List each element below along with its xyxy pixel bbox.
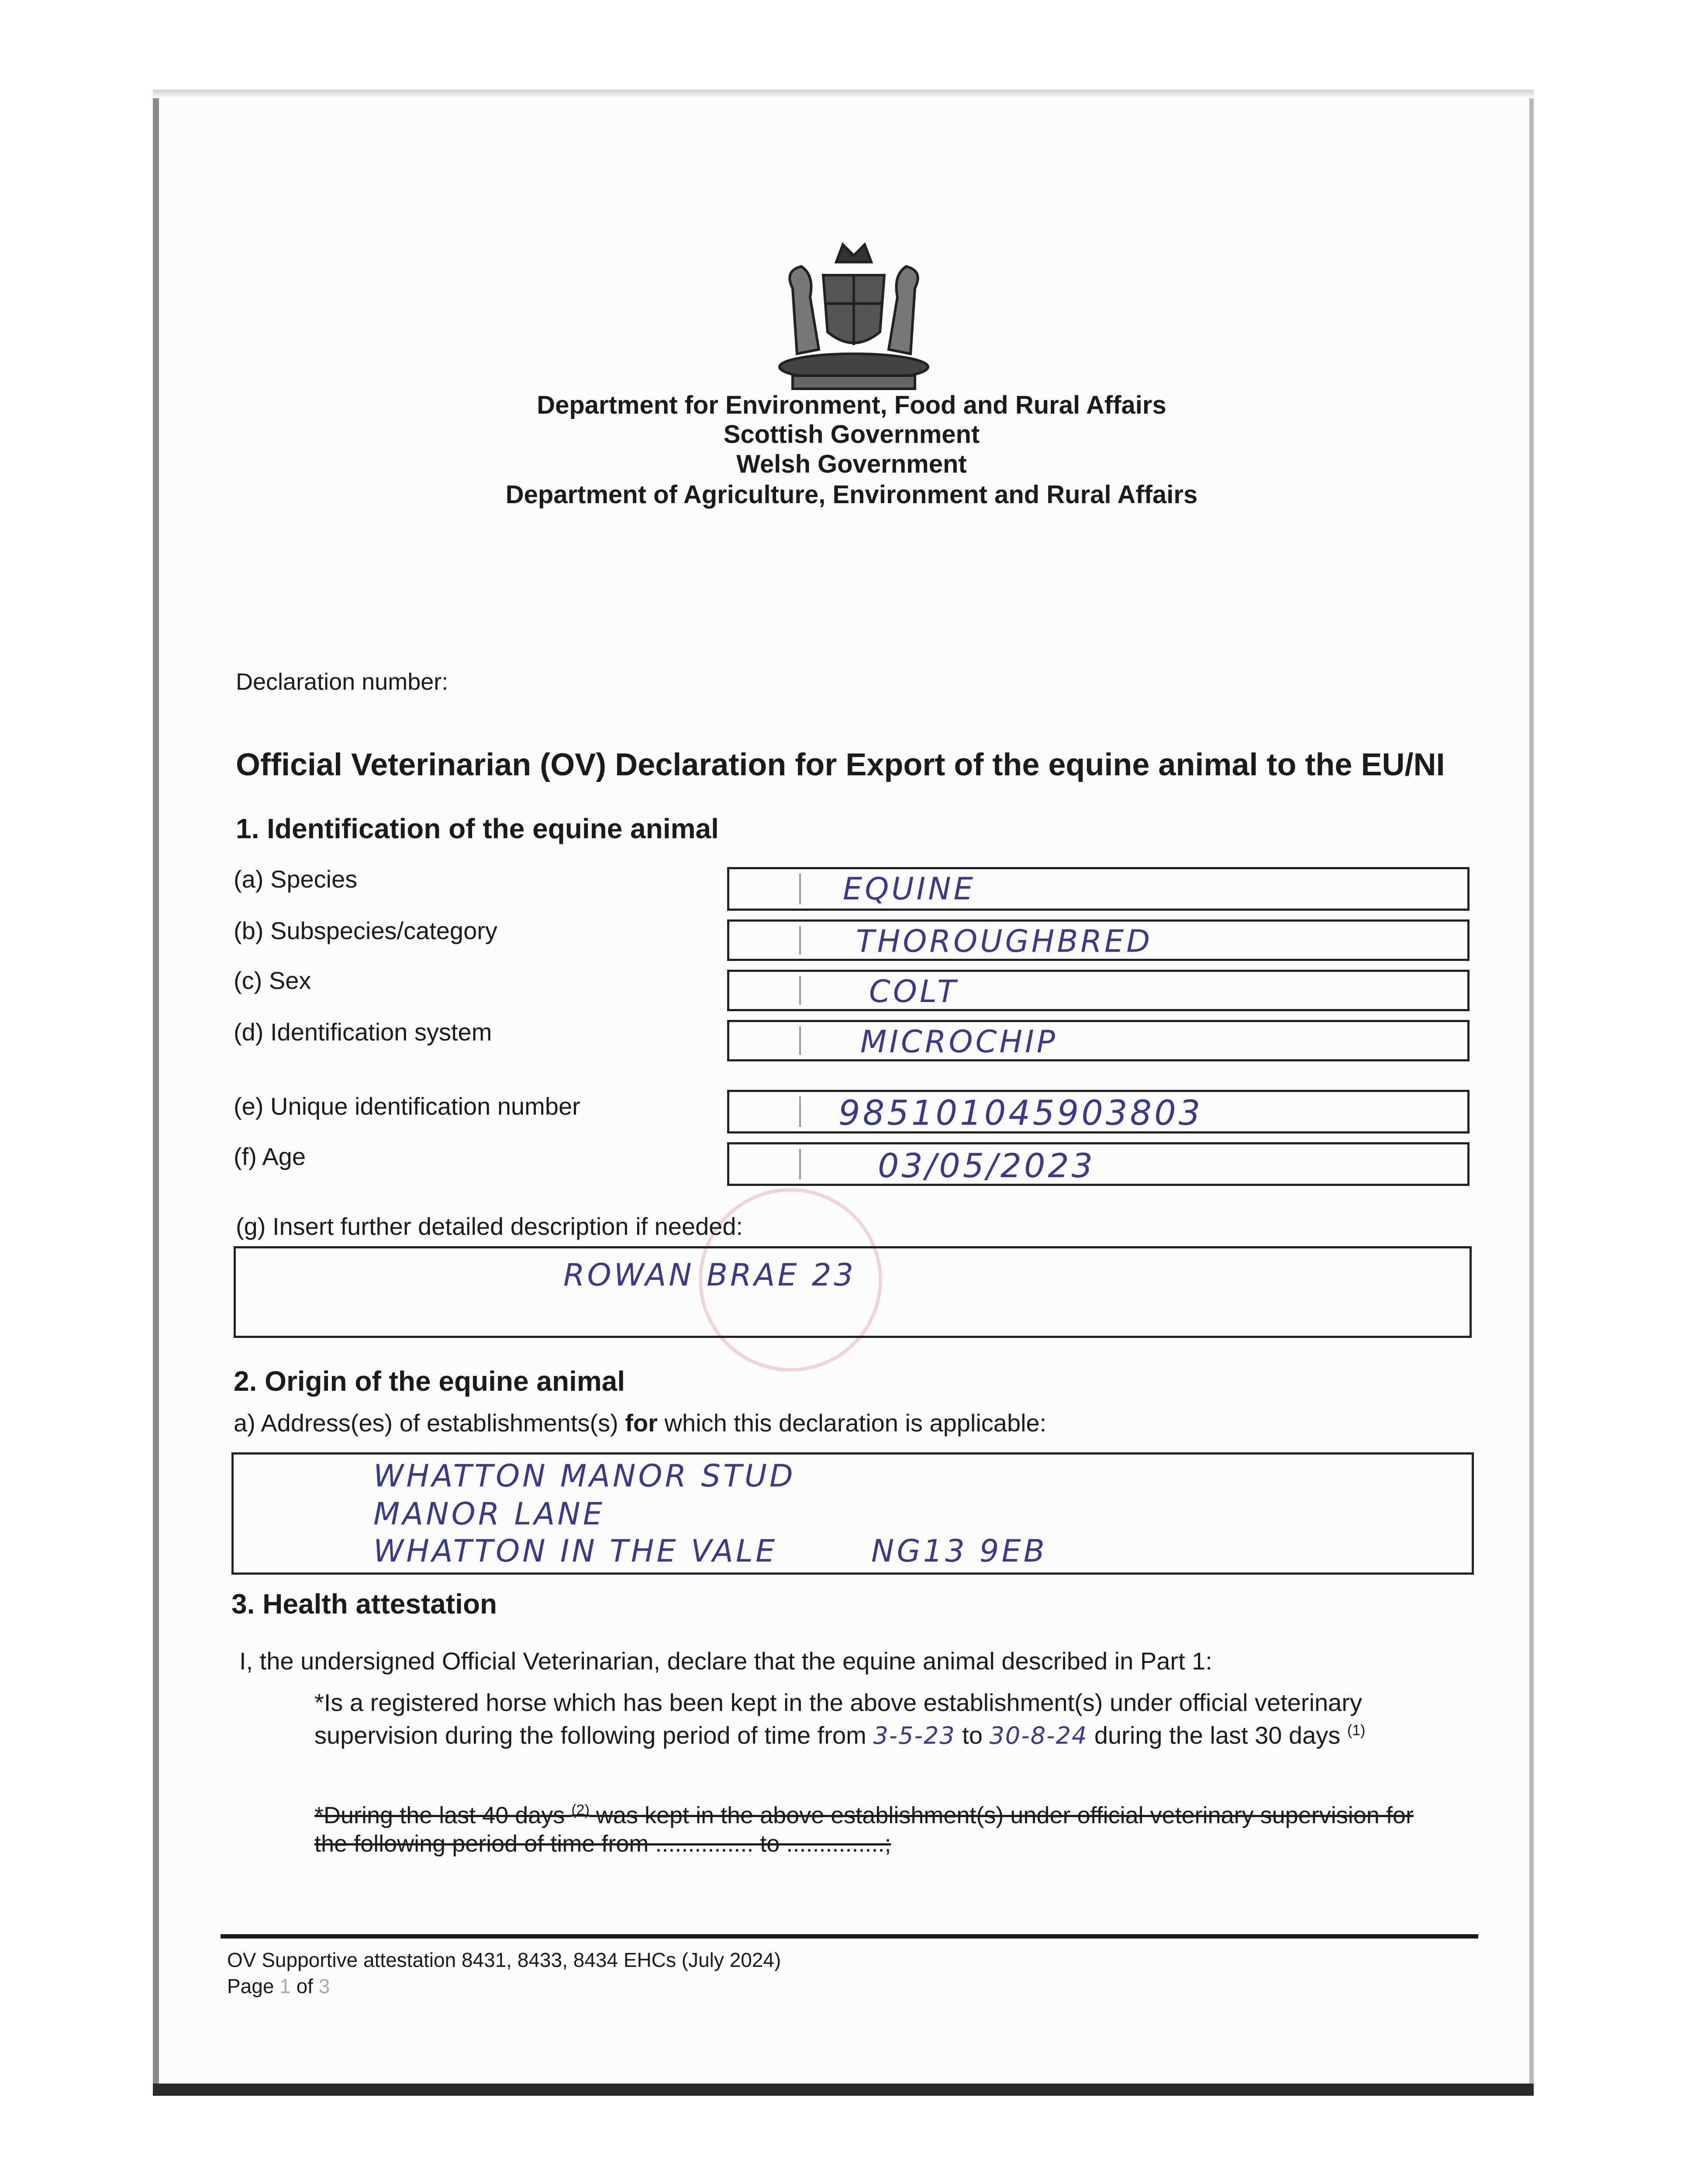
sex-field[interactable] [727, 970, 1470, 1011]
subspecies-field[interactable] [727, 919, 1470, 961]
identification-system-label: (d) Identification system [234, 1018, 492, 1046]
attestation-para2-line2: the following period of time from ............... to ...............; [314, 1831, 891, 1857]
age-field[interactable] [727, 1142, 1470, 1186]
section-3-heading: 3. Health attestation [231, 1588, 497, 1620]
address-line-3: WHATTON IN THE VALE [373, 1533, 778, 1569]
address-postcode: NG13 9EB [871, 1533, 1047, 1569]
further-description-value: ROWAN BRAE 23 [563, 1257, 856, 1293]
species-value: EQUINE [843, 871, 976, 907]
age-label: (f) Age [234, 1143, 306, 1170]
scan-shadow [153, 90, 1534, 98]
header-line-defra: Department for Environment, Food and Rural Affairs [537, 391, 1166, 419]
health-intro: I, the undersigned Official Veterinarian, declare that the equine animal described in Part 1: [239, 1647, 1212, 1675]
address-label: a) Address(es) of establishments(s) for which this declaration is applicable: [234, 1409, 1047, 1437]
identification-system-value: MICROCHIP [860, 1024, 1058, 1060]
footer-attestation-ref: OV Supportive attestation 8431, 8433, 8434 EHCs (July 2024) [227, 1949, 781, 1971]
supervision-to-date: 30-8-24 [989, 1722, 1088, 1749]
scan-bottom-edge [153, 2084, 1534, 2096]
header-line-scottish-gov: Scottish Government [723, 420, 980, 449]
declaration-number-label: Declaration number: [236, 669, 448, 695]
address-line-1: WHATTON MANOR STUD [373, 1458, 796, 1494]
section-2-heading: 2. Origin of the equine animal [234, 1365, 625, 1397]
subspecies-value: THOROUGHBRED [856, 923, 1153, 959]
attestation-para1-line2: supervision during the following period of time from 3-5-23 to 30-8-24 during the last 30 days $^{(1)}$ [314, 1721, 1366, 1749]
address-field[interactable] [231, 1452, 1474, 1575]
species-label: (a) Species [234, 865, 358, 893]
section-1-heading: 1. Identification of the equine animal [236, 813, 719, 844]
document-title: Official Veterinarian (OV) Declaration for Export of the equine animal to the EU/NI [236, 747, 1445, 782]
supervision-from-date: 3-5-23 [873, 1722, 956, 1749]
sex-value: COLT [869, 974, 959, 1009]
species-field[interactable] [727, 867, 1470, 911]
age-value: 03/05/2023 [878, 1146, 1096, 1185]
header-line-welsh-gov: Welsh Government [736, 450, 967, 478]
header-line-daera: Department of Agriculture, Environment and Rural Affairs [505, 480, 1198, 509]
attestation-para1-line1: *Is a registered horse which has been kept in the above establishment(s) under official veterinary [314, 1689, 1362, 1716]
address-line-2: MANOR LANE [373, 1496, 605, 1532]
identification-system-field[interactable] [727, 1020, 1470, 1061]
subspecies-label: (b) Subspecies/category [234, 917, 497, 944]
unique-id-value: 985101045903803 [838, 1094, 1203, 1133]
unique-id-field[interactable] [727, 1090, 1470, 1133]
unique-id-label: (e) Unique identification number [234, 1092, 580, 1120]
footer-page-number: Page 1 of 3 [227, 1975, 330, 1997]
royal-coat-of-arms-icon [766, 236, 941, 393]
further-description-label: (g) Insert further detailed description if needed: [236, 1213, 743, 1240]
attestation-para2-line1: *During the last 40 days $^{(2)}$ was kept in the above establishment(s) under official veterinary supervision for [314, 1802, 1414, 1828]
sex-label: (c) Sex [234, 967, 311, 994]
further-description-field[interactable] [234, 1246, 1472, 1338]
footer-divider [221, 1934, 1478, 1939]
